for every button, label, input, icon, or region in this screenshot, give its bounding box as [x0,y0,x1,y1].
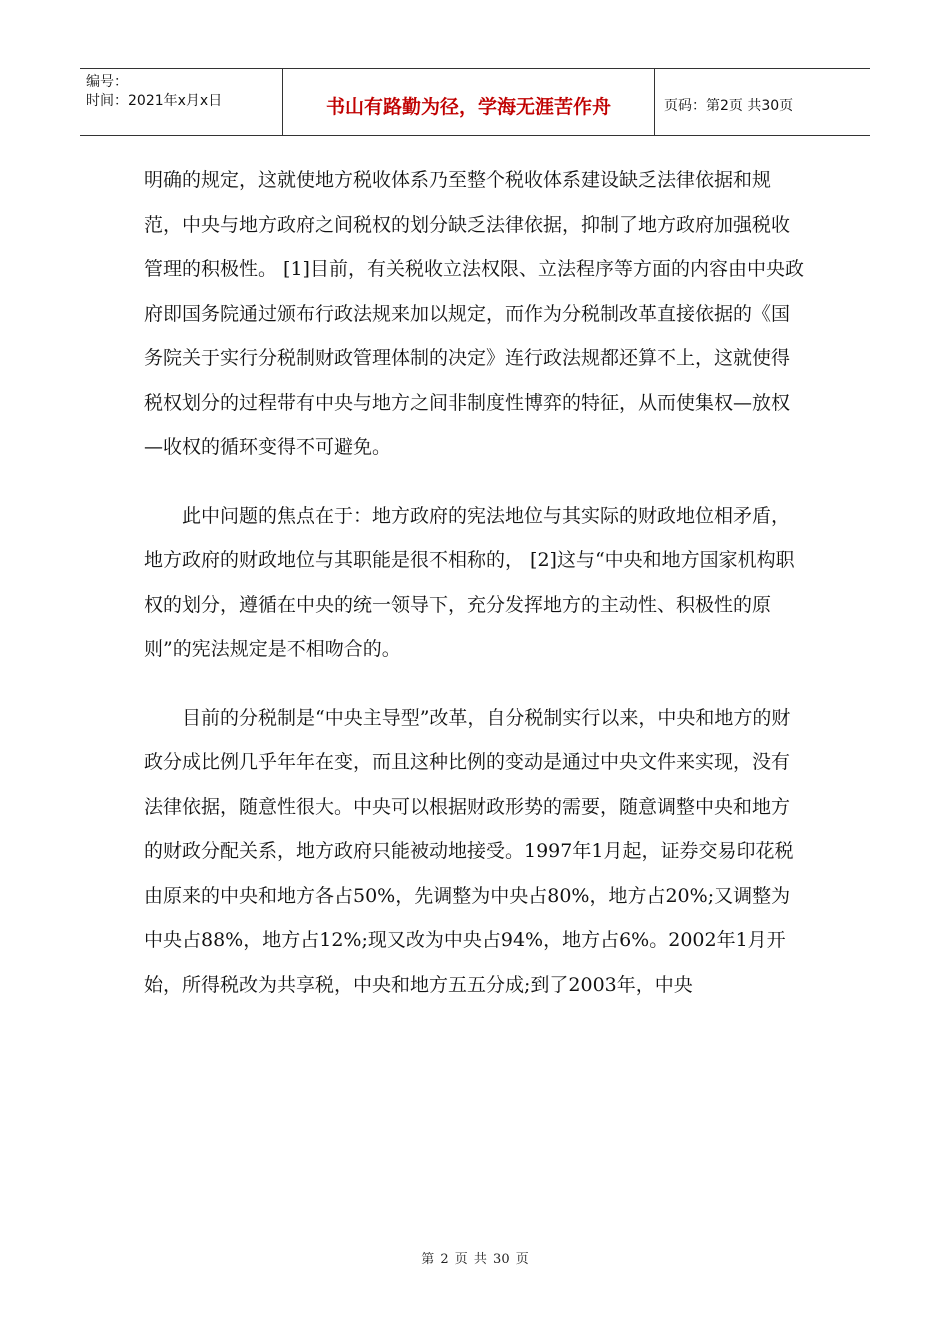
serial-number-label: 编号： [86,74,128,90]
header-meta-cell [80,69,283,135]
document-header [80,68,870,136]
body-paragraph-3: 目前的分税制是“中央主导型”改革，自分税制实行以来，中央和地方的财政分成比例几乎年年在变，而且这种比例的变动是通过中央文件来实现，没有法律依据，随意性很大。中央可以根据财政形势的需要，随意调整中央和地方的财政分配关系，地方政府只能被动地接受。1997年1月起，证券交易印花税由原来的中央和地方各占50%，先调整为中央占80%，地方占20%;又调整为中央占88%，地方占12%;现又改为中央占94%，地方占6%。2002年1月开始，所得税改为共享税，中央和地方五五分成;到了2003年，中央 [144,706,794,996]
body-paragraph-2: 此中问题的焦点在于：地方政府的宪法地位与其实际的财政地位相矛盾，地方政府的财政地位与其职能是很不相称的， [2]这与“中央和地方国家机构职权的划分，遵循在中央的统一领导下，充分发挥地方的主动性、积极性的原则”的宪法规定是不相吻合的。 [144,504,795,660]
page-footer: 第 2 页 共 30 页 [421,1252,529,1267]
header-page-code: 页码：第2页 共30页 [664,98,794,114]
document-body [144,158,804,1007]
body-paragraph-1: 明确的规定，这就使地方税收体系乃至整个税收体系建设缺乏法律依据和规范，中央与地方政府之间税权的划分缺乏法律依据，抑制了地方政府加强税收管理的积极性。 [1]目前，有关税收立法权限、立法程序等方面的内容由中央政府即国务院通过颁布行政法规来加以规定，而作为分税制改革直接依据的《国务院关于实行分税制财政管理体制的决定》连行政法规都还算不上，这就使得税权划分的过程带有中央与地方之间非制度性博弈的特征，从而使集权—放权—收权的循环变得不可避免。 [144,169,804,458]
header-motto: 书山有路勤为径，学海无涯苦作舟 [283,69,655,135]
date-label: 时间：2021年x月x日 [86,93,223,109]
